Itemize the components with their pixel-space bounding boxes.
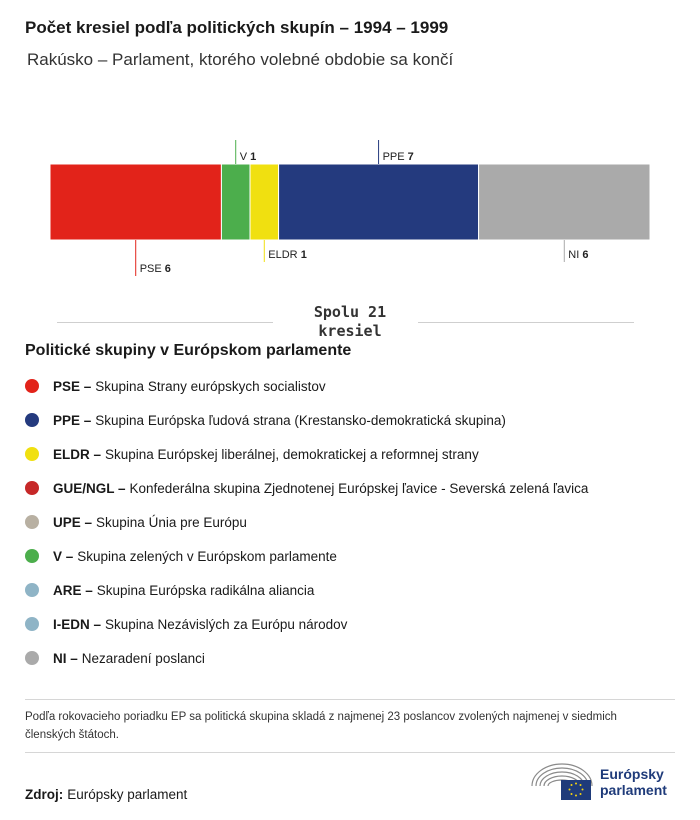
hemicycle-icon xyxy=(528,760,598,802)
legend-description: Skupina Európska ľudová strana (Krestansko-demokratická skupina) xyxy=(95,412,506,428)
legend-dot-icon xyxy=(25,447,39,461)
logo-line-1: Európsky xyxy=(600,766,664,782)
logo-text xyxy=(600,766,667,798)
total-seats-label xyxy=(290,303,410,341)
legend-dot-icon xyxy=(25,379,39,393)
legend-abbreviation: V – xyxy=(53,548,74,564)
legend-abbreviation: ELDR – xyxy=(53,446,102,462)
footnote: Podľa rokovacieho poriadku EP sa politická skupina skladá z najmenej 23 poslancov zvolených najmenej v siedmich členských štátoch. xyxy=(25,711,617,741)
legend-description: Skupina Nezávislých za Európu národov xyxy=(105,616,348,632)
legend-item xyxy=(25,437,588,471)
legend-list xyxy=(25,369,588,675)
bar-segment-v xyxy=(221,164,250,240)
legend-abbreviation: I-EDN – xyxy=(53,616,102,632)
legend-description: Skupina Strany európskych socialistov xyxy=(95,378,326,394)
note-divider-top xyxy=(25,699,675,700)
legend-item xyxy=(25,539,588,573)
legend-item xyxy=(25,403,588,437)
source-line xyxy=(25,787,187,802)
bar-segment-ppe xyxy=(279,164,479,240)
legend-description: Skupina Európskej liberálnej, demokratickej a reformnej strany xyxy=(105,446,479,462)
legend-item xyxy=(25,641,588,675)
source-label: Zdroj: xyxy=(25,787,64,802)
legend-dot-icon xyxy=(25,651,39,665)
logo-line-2: parlament xyxy=(600,782,667,798)
legend-description: Skupina zelených v Európskom parlamente xyxy=(77,548,337,564)
legend-item xyxy=(25,607,588,641)
legend-item xyxy=(25,471,588,505)
chart-subtitle: Rakúsko – Parlament, ktorého volebné obdobie sa končí xyxy=(27,50,454,69)
european-parliament-logo xyxy=(528,760,678,802)
legend-abbreviation: ARE – xyxy=(53,582,93,598)
total-seats-value: Spolu 21 xyxy=(313,303,387,321)
legend-dot-icon xyxy=(25,549,39,563)
bar-segment-ni xyxy=(479,164,650,240)
data-label-pse: PSE 6 xyxy=(139,263,171,275)
legend-abbreviation: NI – xyxy=(53,650,78,666)
legend-item xyxy=(25,369,588,403)
data-label-v: V 1 xyxy=(239,151,257,163)
legend-description: Skupina Únia pre Európu xyxy=(96,514,247,530)
legend-dot-icon xyxy=(25,481,39,495)
source-value: Európsky parlament xyxy=(67,787,188,802)
legend-item xyxy=(25,505,588,539)
legend-dot-icon xyxy=(25,515,39,529)
total-seats-unit: kresiel xyxy=(318,322,382,340)
data-label-ni: NI 6 xyxy=(568,249,589,261)
legend-title: Politické skupiny v Európskom parlamente xyxy=(25,342,352,359)
legend-dot-icon xyxy=(25,617,39,631)
data-label-ppe: PPE 7 xyxy=(382,151,414,163)
legend-abbreviation: PPE – xyxy=(53,412,92,428)
legend-item xyxy=(25,573,588,607)
legend-description: Skupina Európska radikálna aliancia xyxy=(96,582,315,598)
legend-abbreviation: GUE/NGL – xyxy=(53,480,126,496)
note-divider-bottom xyxy=(25,752,675,753)
legend-abbreviation: PSE – xyxy=(53,378,92,394)
data-label-eldr: ELDR 1 xyxy=(268,249,307,261)
bar-segment-pse xyxy=(50,164,221,240)
legend-description: Konfederálna skupina Zjednotenej Európskej ľavice - Severská zelená ľavica xyxy=(129,480,589,496)
legend-dot-icon xyxy=(25,413,39,427)
chart-title: Počet kresiel podľa politických skupín – 1994 – 1999 xyxy=(25,18,449,37)
bar-segment-eldr xyxy=(250,164,279,240)
legend-abbreviation: UPE – xyxy=(53,514,93,530)
total-divider-left xyxy=(57,322,273,323)
legend-description: Nezaradení poslanci xyxy=(81,650,205,666)
legend-dot-icon xyxy=(25,583,39,597)
total-divider-right xyxy=(418,322,634,323)
stacked-bar-chart xyxy=(0,130,700,290)
